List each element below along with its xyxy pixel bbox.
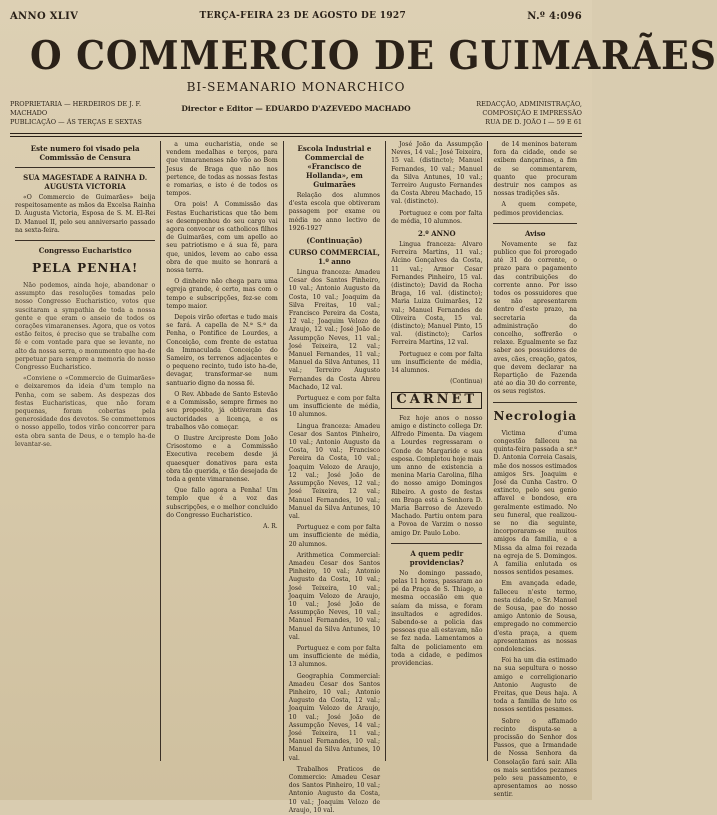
aviso-headline: Aviso (524, 228, 546, 238)
header-rule (10, 133, 582, 134)
divider (15, 167, 155, 168)
school-list-g: Geographia Commercial: Amadeu Cesar dos Santos Pinheiro, 10 val.; Antonio Augusto da Costa, 12 val.; Joaquim Velozo de Araujo, 10 val.; José João de Assumpção Neves, 14 val.; José Teixeira, 11 val.; Manuel Fernandes, 10 val.; Manuel da Silva Antunes, 10 val. (288, 672, 381, 762)
continued-label: (Continuação) (306, 236, 363, 246)
necrology-paragraph-4: Sobre o affamado recinto disputa-se a procissão do Senhor dos Passos, que a Irmandade de Nossa Senhora da Consolação fará sair. Alla os mais sentidos pezames pelo seu passamento, e apresentamos ao nosso sentir. (493, 717, 577, 799)
appeal-headline: A quem pedir providencias? (409, 548, 464, 567)
divider (391, 543, 482, 544)
column-3 (283, 141, 385, 814)
school-list-cont-b: Portuguez e com por falta de média, 10 alumnos. (391, 209, 483, 225)
info-left (10, 100, 150, 127)
address-line: RUA DE D. JOÃO I — 59 E 61 (485, 118, 582, 126)
school-list-b: Portuguez e com por falta um insufficiente de média, 10 alumnos. (288, 395, 381, 419)
aviso-paragraph: Novamente se faz publico que foi prorogado até 31 do corrente, o prazo para o pagamento das contribuições do corrente anno. Por isso todos os possuidores que se não apresentarem dentro d'este prazo, na secretaria da administração do concelho, soffrerão o relaxe. Egualmente se faz saber aos possuidores de aves, cães, creação, gatos, que devem declarar na Repartição de Fazenda até ao dia 30 do corrente, os seus registos. (493, 240, 577, 396)
course-label: CURSO COMMERCIAL, 1.º anno (288, 248, 380, 267)
column-2 (160, 141, 282, 761)
publication-line: PUBLICAÇÃO — ÁS TERÇAS E SEXTAS (10, 118, 142, 126)
congress-headline: Congresso Eucharistico (38, 246, 132, 256)
column-4 (385, 141, 487, 761)
divider (493, 402, 577, 403)
masthead-title: O COMMERCIO DE GUIMARÃES (30, 33, 717, 79)
issue-date: TERÇA-FEIRA 23 DE AGOSTO DE 1927 (199, 11, 407, 21)
school-subhead: Relação dos alumnos d'esta escola que obtiveram passagem por exame ou média no anno lectivo de 1926-1927 (288, 192, 381, 232)
school-list-e: Arithmetica Commercial: Amadeu Cesar dos Santos Pinheiro, 10 val.; Antonio Augusto da Costa, 10 val.; José Teixeira, 10 val.; Joaquim Velozo de Araujo, 10 val.; José João de Assumpção Neves, 10 val.; Manuel Fernandes, 10 val.; Manuel da Silva Antunes, 10 val. (288, 551, 381, 641)
school-headline: Escola Industrial e Commercial de «Francisco de Hollanda», em Guimarães (297, 144, 372, 189)
article-columns (10, 141, 582, 814)
carnet-headline: CARNET (391, 392, 482, 408)
continues-label: (Continua) (450, 378, 483, 386)
necrology-paragraph: Victima d'uma congestão falleceu na quinta-feira passada a sr.ª D. Antonia Correia Casais, mãe dos nossos estimados amigos Srs. Joaquim e José da Cunha Castro. O extincto, pelo seu genio affavel e bondoso, era geralmente estimado. No seu funeral, que realizou-se no dia seguinte, incorporaram-se muitos amigos da familia, e a Missa da alma foi rezada na egreja de S. Domingos. A familia enlutada os nossos sentidos pesames. (493, 429, 577, 577)
volume-number: ANNO XLIV (10, 10, 79, 22)
queen-paragraph: «O Commercio de Guimarães» beija respeitosamente as mãos da Excelsa Rainha D. Augusta Victoria, Esposa de S. M. El-Rei D. Manuel II, pelo seu anniversario passado na sexta-feira. (15, 194, 156, 234)
office-line: REDACÇÃO, ADMINISTRAÇÃO, COMPOSIÇÃO E IMPRESSÃO (476, 100, 582, 117)
issue-number: N.º 4:096 (527, 10, 582, 22)
censor-note: Este numero foi visado pela Commissão de Censura (30, 144, 140, 162)
col2-paragraph-e: O Rev. Abbade de Santo Estevão e a Commissão, sempre firmes no seu proposito, já obtiveram das auctoridades a licença, e os trabalhos vão começar. (166, 390, 278, 431)
col5-paragraph-a: de 14 meninos bateram fora da cidade, onde se exibem dançarinas, a fim de se commentarem, quanto que procuram destruir nos campos as nossas tradições sãs. (493, 141, 577, 198)
necrology-headline: Necrologia (493, 408, 577, 423)
col2-paragraph-b: Ora pois! A Commissão das Festas Eucharisticas que tão bem se desempenhou do seu cargo vai agora convocar os catholicos filhos de Guimarães, com um apello ao seu patriotismo e á sua fé, para que, unidos, levem ao cabo essa obra de que muito se honrará a nossa terra. (166, 201, 278, 275)
col2-paragraph-f: O Ilustre Arcipreste Dom João Crisostomo e a Commissão Executiva recebem desde já quaesquer donativos para esta obra tão querida, e tão desejada de toda a gente vimaranense. (166, 434, 278, 483)
school-list-f: Portuguez e com por falta um insufficiente de média, 13 alumnos. (288, 644, 381, 669)
info-right (442, 100, 582, 127)
column-5 (487, 141, 582, 799)
school-list-cont-a: José João da Assumpção Neves, 14 val.; José Teixeira, 15 val. (distincto); Manuel Fernandes, 10 val.; Manuel da Silva Antunes, 10 val.; Terreiro Augusto Fernandes da Costa Abreu Machado, 15 val. (distincto). (391, 141, 483, 206)
school-list-cont-d: Portuguez e com por falta um insufficiente de média, 14 alumnos. (391, 350, 483, 375)
header-rule-thin (10, 136, 582, 137)
carnet-paragraph: Fez hoje anos o nosso amigo e distincto collega Dr. Alfredo Pimenta. Da viagem a Lourdes regressaram o Conde de Margaride e sua esposa. Completou hoje mais um anno de existencia a menina Maria Carolina, filha do nosso amigo Domingos Ribeiro. A gosto de festas em Braga está a Senhora D. Maria Barroso de Azevedo Machado. Partiu ontem para a Povoa de Varzim o nosso amigo Dr. Paulo Lobo. (391, 414, 483, 537)
penha-paragraph: Não podemos, ainda hoje, abandonar o assumpto das resoluções tomadas pelo nosso Congresso Eucharistico, votos que suscitaram a sympathia de toda a nossa gente e que eram o anseio de todos os corações vimaranenses. Agora, que os votos estão feitos, é preciso que se trabalhe com fé e com vontade para que se levante, no alto da nossa serra, o monumento que ha-de perpetuar para sempre a memoria do nosso Congresso Eucharistico. (15, 282, 156, 372)
penha-headline: PELA PENHA! (32, 261, 139, 276)
col2-paragraph-c: O dinheiro não chega para uma egreja grande, é certo, mas com o tempo e subscripções, fez-se com tempo maior. (166, 278, 278, 310)
divider (493, 223, 577, 224)
appeal-paragraph: No domingo passado, pelas 11 horas, passaram ao pé da Praça de S. Thiago, a mesma occasião em que saíam da missa, e foram insultados e agredidos. Sabendo-se a policia das pessoas que ali estavam, não se fez nada. Lamentamos a falta de policiamento em toda a cidade, e pedimos providencias. (391, 569, 483, 667)
school-list-d: Portuguez e com por falta um insufficiente de média, 20 alumnos. (288, 524, 381, 548)
school-list-a: Lingua franceza: Amadeu Cesar dos Santos Pinheiro, 10 val.; Antonio Augusto da Costa, 10 val.; Joaquim da Silva Freitas, 10 val.; Francisco Pereira da Costa, 12 val.; Joaquim Velozo de Araujo, 12 val.; José João de Assumpção Neves, 11 val.; José Teixeira, 12 val.; Manuel Fernandes, 11 val.; Manuel da Silva Antunes, 11 val.; Terreiro Augusto Fernandes da Costa Abreu Machado, 12 val. (288, 269, 381, 391)
divider (15, 240, 155, 241)
queen-headline: SUA MAGESTADE A RAINHA D. AUGUSTA VICTORIA (23, 173, 148, 191)
col2-paragraph-d: Depois virão ofertas e tudo mais se fará. A capella de N.ª S.ª da Penha, o Pontifice de Lourdes, a Conceição, com frente de estatua da Immaculada Conceição do Sameiro, os terrenos adjacentes e o pequeno recinto, tudo isto ha-de, devagar, transformar-se num santuario digno da nossa fé. (166, 314, 278, 387)
info-line (10, 100, 582, 127)
school-list-h: Trabalhos Praticos de Commercio: Amadeu Cesar dos Santos Pinheiro, 10 val.; Antonio Augusto da Costa, 10 val.; Joaquim Velozo de Araujo, 10 val. (288, 765, 381, 814)
necrology-paragraph-3: Foi ha um dia estimado na sua sepultura o nosso amigo e correligionario Antonio Augusto de Freitas, que Deus haja. A toda a familia de luto os nossos sentidos pesames. (493, 657, 577, 714)
col2-paragraph-a: a uma eucharistia, onde se vendem medalhas e terços, para que vimaranenses não vão ao Bom Jesus de Braga que não nos pertence, de todas as nossas festas e romarias, e isto é de todos os tempos. (166, 141, 278, 198)
school-list-cont-c: Lingua franceza: Alvaro Ferreira Martins, 11 val.; Alcino Gonçalves da Costa, 11 val.; Armor Cesar Fernandes Pinheiro, 15 val. (distincto); David da Rocha Braga, 16 val. (distincto); Maria Luiza Guimarães, 12 val.; Manuel Fernandes de Oliveira Costa, 15 val. (distincto); Manuel Pinto, 15 val. (distincto); Carlos Ferreira Martins, 12 val. (391, 241, 483, 347)
col2-paragraph-g: Que fallo agora a Penha! Um templo que é a voz das subscripções, e o melhor concluido do Congresso Eucharistico. (166, 487, 278, 519)
penha-paragraph-2: «Conviene o «Commercio de Guimarães» e deixaremos da ideia d'um templo na Penha, com se sabem. As despezas dos festas Eucharisticas, que não foram pequenas, foram cobertas pela generosidade dos devotos. Se commettemos o nosso appello, todos virão concorrer para esta obra santa de Deus, e o templo ha-de levantar-se. (15, 375, 156, 448)
director-line: Director e Editor — EDUARDO D'AZEVEDO MACHADO (181, 104, 411, 113)
masthead-subtitle: BI-SEMANARIO MONARCHICO (186, 80, 406, 94)
school-list-c: Lingua franceza: Amadeu Cesar dos Santos Pinheiro, 10 val.; Antonio Augusto da Costa, 10 val.; Francisco Pereira da Costa, 10 val.; Joaquim Velozo de Araujo, 12 val.; José João de Assumpção Neves, 12 val.; José Teixeira, 12 val.; Manuel Fernandes, 10 val.; Manuel da Silva Antunes, 10 val. (288, 422, 381, 520)
top-bar (10, 8, 582, 24)
owner-line: PROPRIETARIA — HERDEIROS DE J. F. MACHADO (10, 100, 142, 117)
signature: A. R. (263, 522, 278, 530)
year-label: 2.º ANNO (417, 229, 456, 239)
necrology-paragraph-2: Em avançada edade, falleceu n'este termo, nesta cidade, o Sr. Manuel de Sousa, pae do nosso amigo Antonio de Sousa, empregado no commercio d'esta praça, a quem apresentamos as nossas condolencias. (493, 580, 577, 653)
col5-paragraph-b: A quem compete, pedimos providencias. (493, 201, 577, 217)
column-1 (10, 141, 160, 761)
